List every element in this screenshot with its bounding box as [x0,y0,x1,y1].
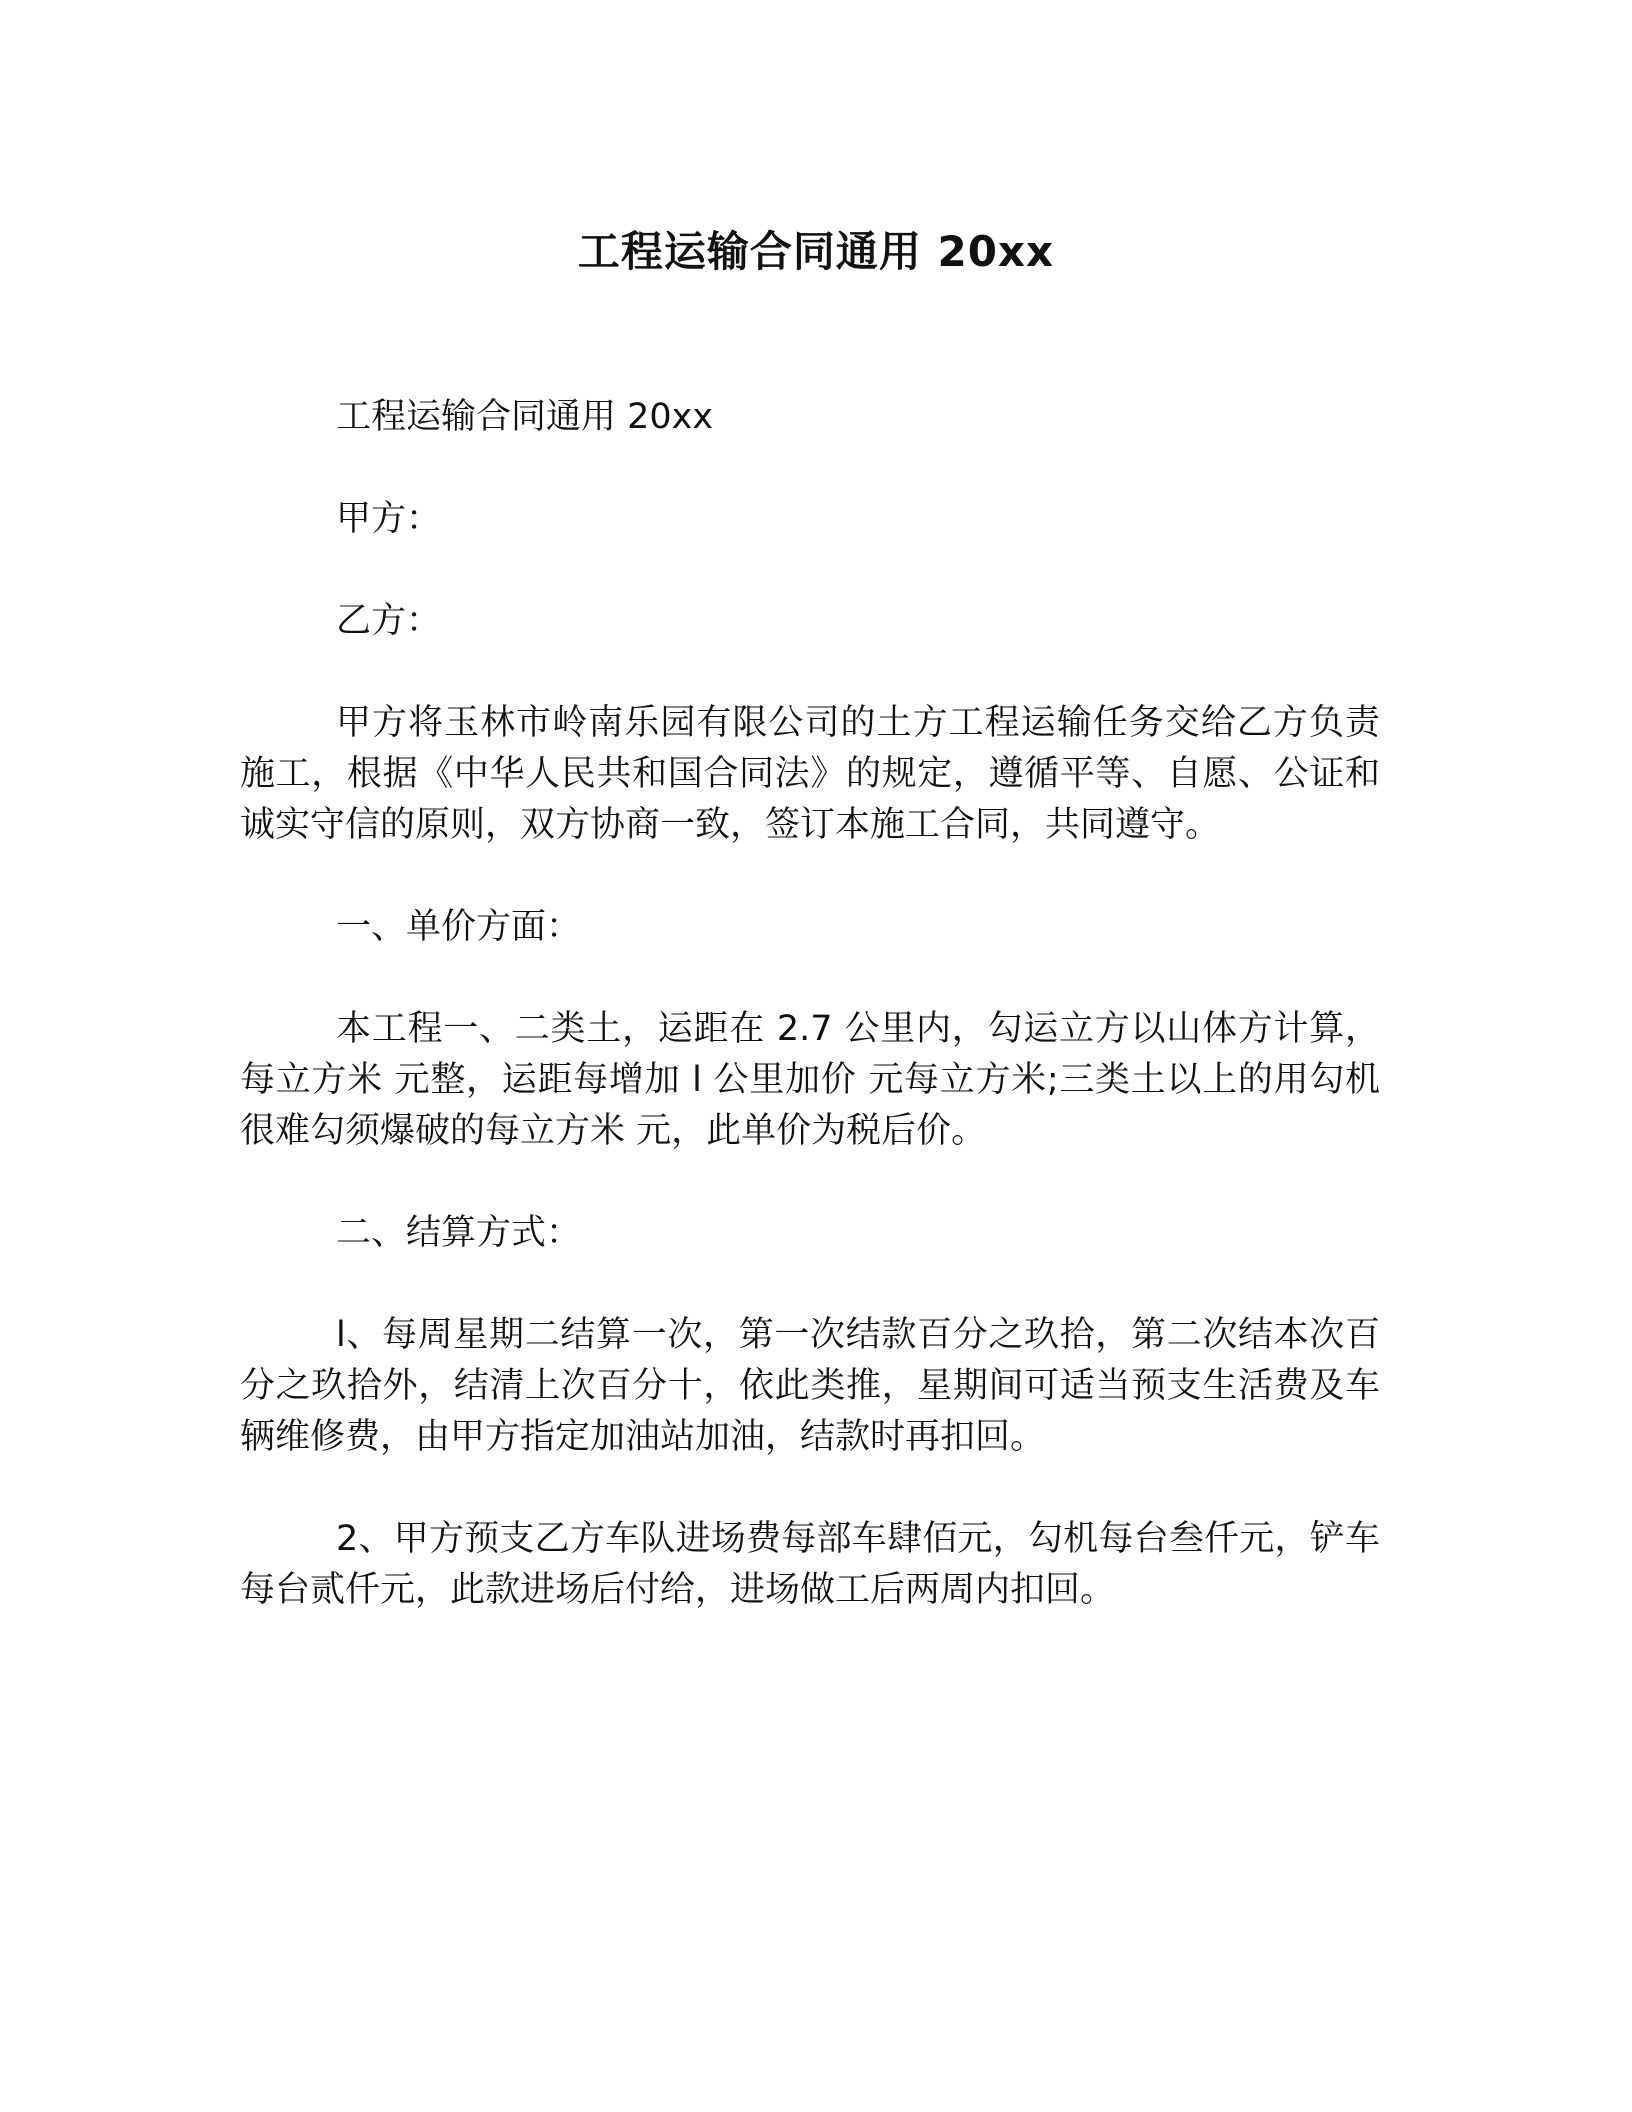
document-title: 工程运输合同通用 20xx [577,227,1055,276]
paragraph-subtitle: 工程运输合同通用 20xx [336,397,714,437]
paragraph-settlement-2: 2、甲方预支乙方车队进场费每部车肆佰元，勾机每台叁仟元，铲车每台贰仟元，此款进场后付给，进场做工后两周内扣回。 [240,1519,1380,1610]
section-heading-settlement: 二、结算方式： [336,1213,582,1253]
paragraph-intro: 甲方将玉林市岭南乐园有限公司的土方工程运输任务交给乙方负责施工，根据《中华人民共和国合同法》的规定，遵循平等、自愿、公证和诚实守信的原则，双方协商一致，签订本施工合同，共同遵守。 [240,703,1380,845]
paragraph-unit-price: 本工程一、二类土，运距在 2.7 公里内，勾运立方以山体方计算，每立方米 元整，运距每增加 l 公里加价 元每立方米;三类土以上的用勾机很难勾须爆破的每立方米 元，此单价为税后价。 [240,1009,1380,1151]
paragraph-party-a: 甲方： [336,499,442,539]
section-heading-unit-price: 一、单价方面： [336,907,582,947]
paragraph-settlement-1: l、每周星期二结算一次，第一次结款百分之玖拾，第二次结本次百分之玖拾外，结清上次百分十，依此类推，星期间可适当预支生活费及车辆维修费，由甲方指定加油站加油，结款时再扣回。 [240,1315,1380,1457]
paragraph-party-b: 乙方： [336,601,442,641]
document-body [240,392,1380,1667]
